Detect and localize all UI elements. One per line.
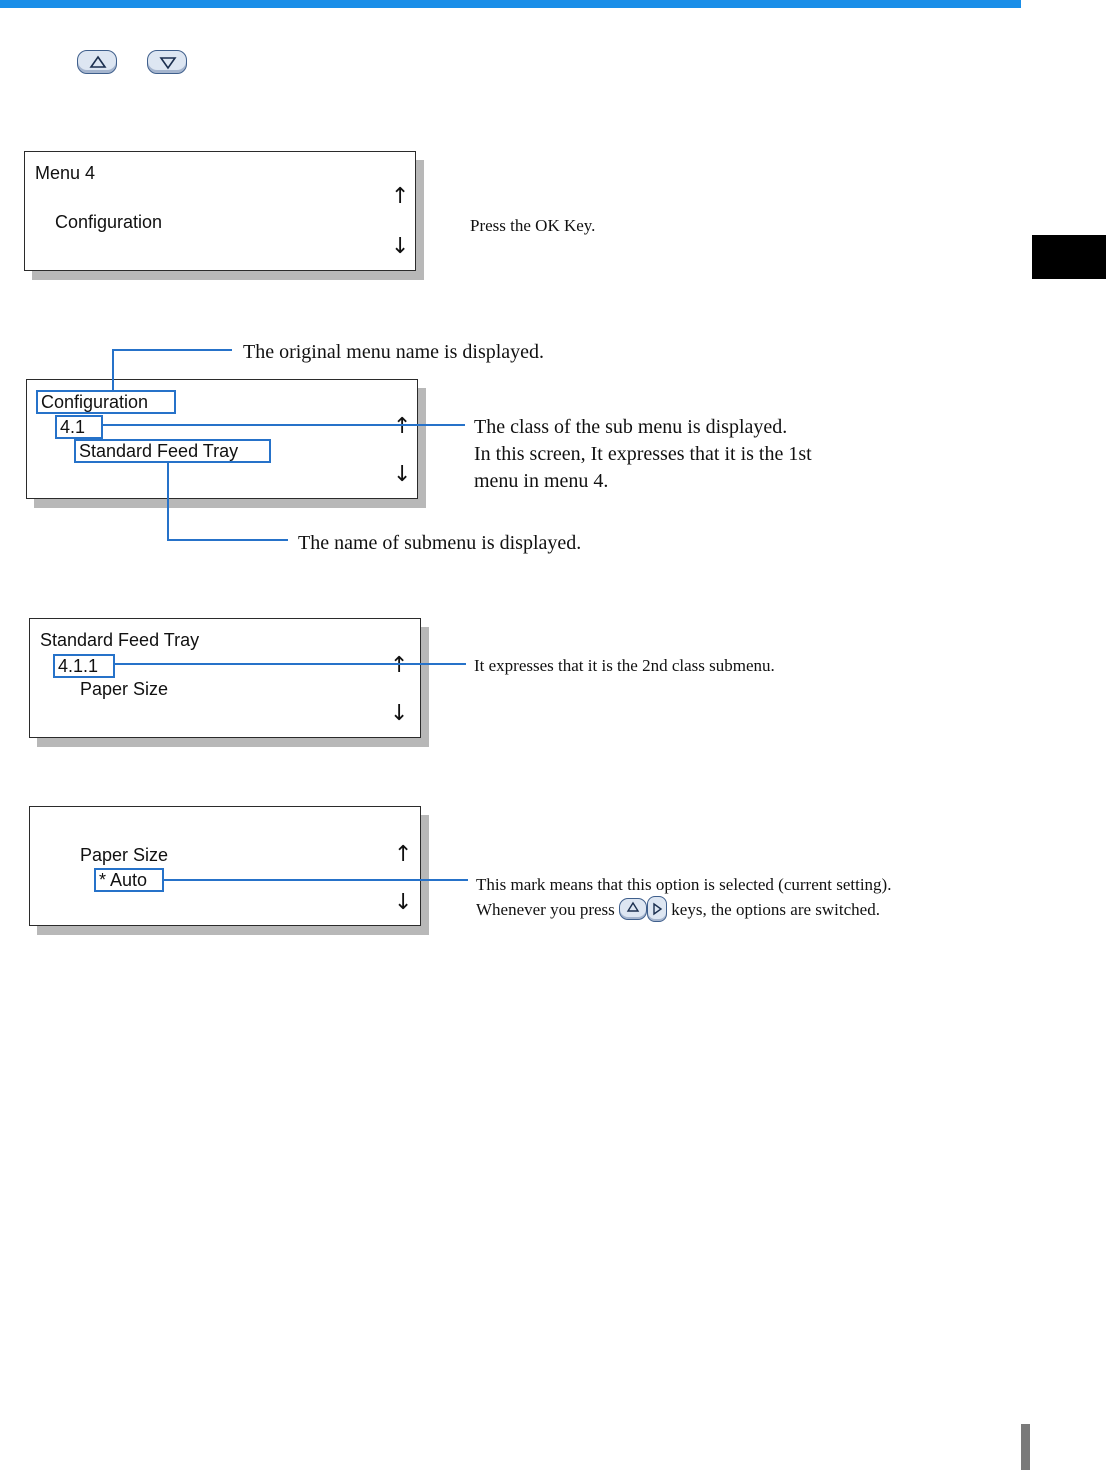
up-triangle-key-icon bbox=[619, 898, 647, 920]
lcd-submenu-name-highlight: Standard Feed Tray bbox=[74, 439, 271, 463]
lcd-screen-standard-feed-tray bbox=[29, 618, 421, 738]
lcd-line-paper-size: Paper Size bbox=[80, 679, 169, 699]
callout-submenu-name: The name of submenu is displayed. bbox=[298, 532, 582, 554]
lcd-menu-name-highlight: Configuration bbox=[36, 390, 176, 414]
scroll-down-arrow-icon: ↓ bbox=[391, 234, 410, 259]
scroll-down-arrow-icon: ↓ bbox=[390, 701, 409, 726]
top-accent-bar bbox=[0, 0, 1021, 8]
lcd-line-menu: Menu 4 bbox=[35, 163, 96, 183]
note-press-ok: Press the OK Key. bbox=[470, 216, 596, 235]
callout-class-text bbox=[474, 414, 812, 495]
lcd-screen-paper-size bbox=[29, 806, 421, 926]
lcd-line-configuration: Configuration bbox=[55, 212, 163, 232]
callout-menu-name: The original menu name is displayed. bbox=[243, 341, 545, 363]
scroll-up-arrow-icon: ↑ bbox=[391, 184, 410, 209]
scroll-up-arrow-icon: ↑ bbox=[393, 414, 412, 439]
lcd-screen-menu4 bbox=[24, 151, 416, 271]
lcd-line-tray: Standard Feed Tray bbox=[40, 630, 200, 650]
lcd-face bbox=[24, 151, 416, 271]
lcd-selected-option-highlight: * Auto bbox=[94, 868, 164, 892]
scroll-up-arrow-icon: ↑ bbox=[394, 842, 413, 867]
down-key[interactable] bbox=[147, 50, 187, 74]
callout-selected-mark bbox=[476, 872, 891, 924]
scroll-down-arrow-icon: ↓ bbox=[393, 462, 412, 487]
chapter-tab bbox=[1032, 235, 1106, 279]
scroll-down-arrow-icon: ↓ bbox=[394, 890, 413, 915]
lcd-class-number-highlight: 4.1 bbox=[55, 415, 103, 439]
callout-class-line: In this screen, It expresses that it is the 1st bbox=[474, 443, 812, 465]
lcd-class-number-highlight: 4.1.1 bbox=[53, 654, 115, 678]
scroll-up-arrow-icon: ↑ bbox=[390, 653, 409, 678]
lcd-screen-configuration bbox=[26, 379, 418, 499]
callout-line2-before: Whenever you press bbox=[476, 900, 615, 919]
callout-class-line: The class of the sub menu is displayed. bbox=[474, 416, 788, 438]
callout-line2-after: keys, the options are switched. bbox=[671, 900, 880, 919]
callout-class-line: menu in menu 4. bbox=[474, 470, 609, 492]
callout-selected-line2 bbox=[476, 897, 891, 924]
lcd-face bbox=[29, 618, 421, 738]
lcd-face bbox=[29, 806, 421, 926]
callout-selected-line1: This mark means that this option is selected (current setting). bbox=[476, 875, 892, 894]
right-triangle-key-icon bbox=[647, 896, 667, 922]
lcd-face bbox=[26, 379, 418, 499]
up-key[interactable] bbox=[77, 50, 117, 74]
callout-2nd-class: It expresses that it is the 2nd class submenu. bbox=[474, 656, 775, 675]
lcd-line-paper-size: Paper Size bbox=[80, 845, 169, 865]
page-footer-bar bbox=[1021, 1424, 1030, 1470]
